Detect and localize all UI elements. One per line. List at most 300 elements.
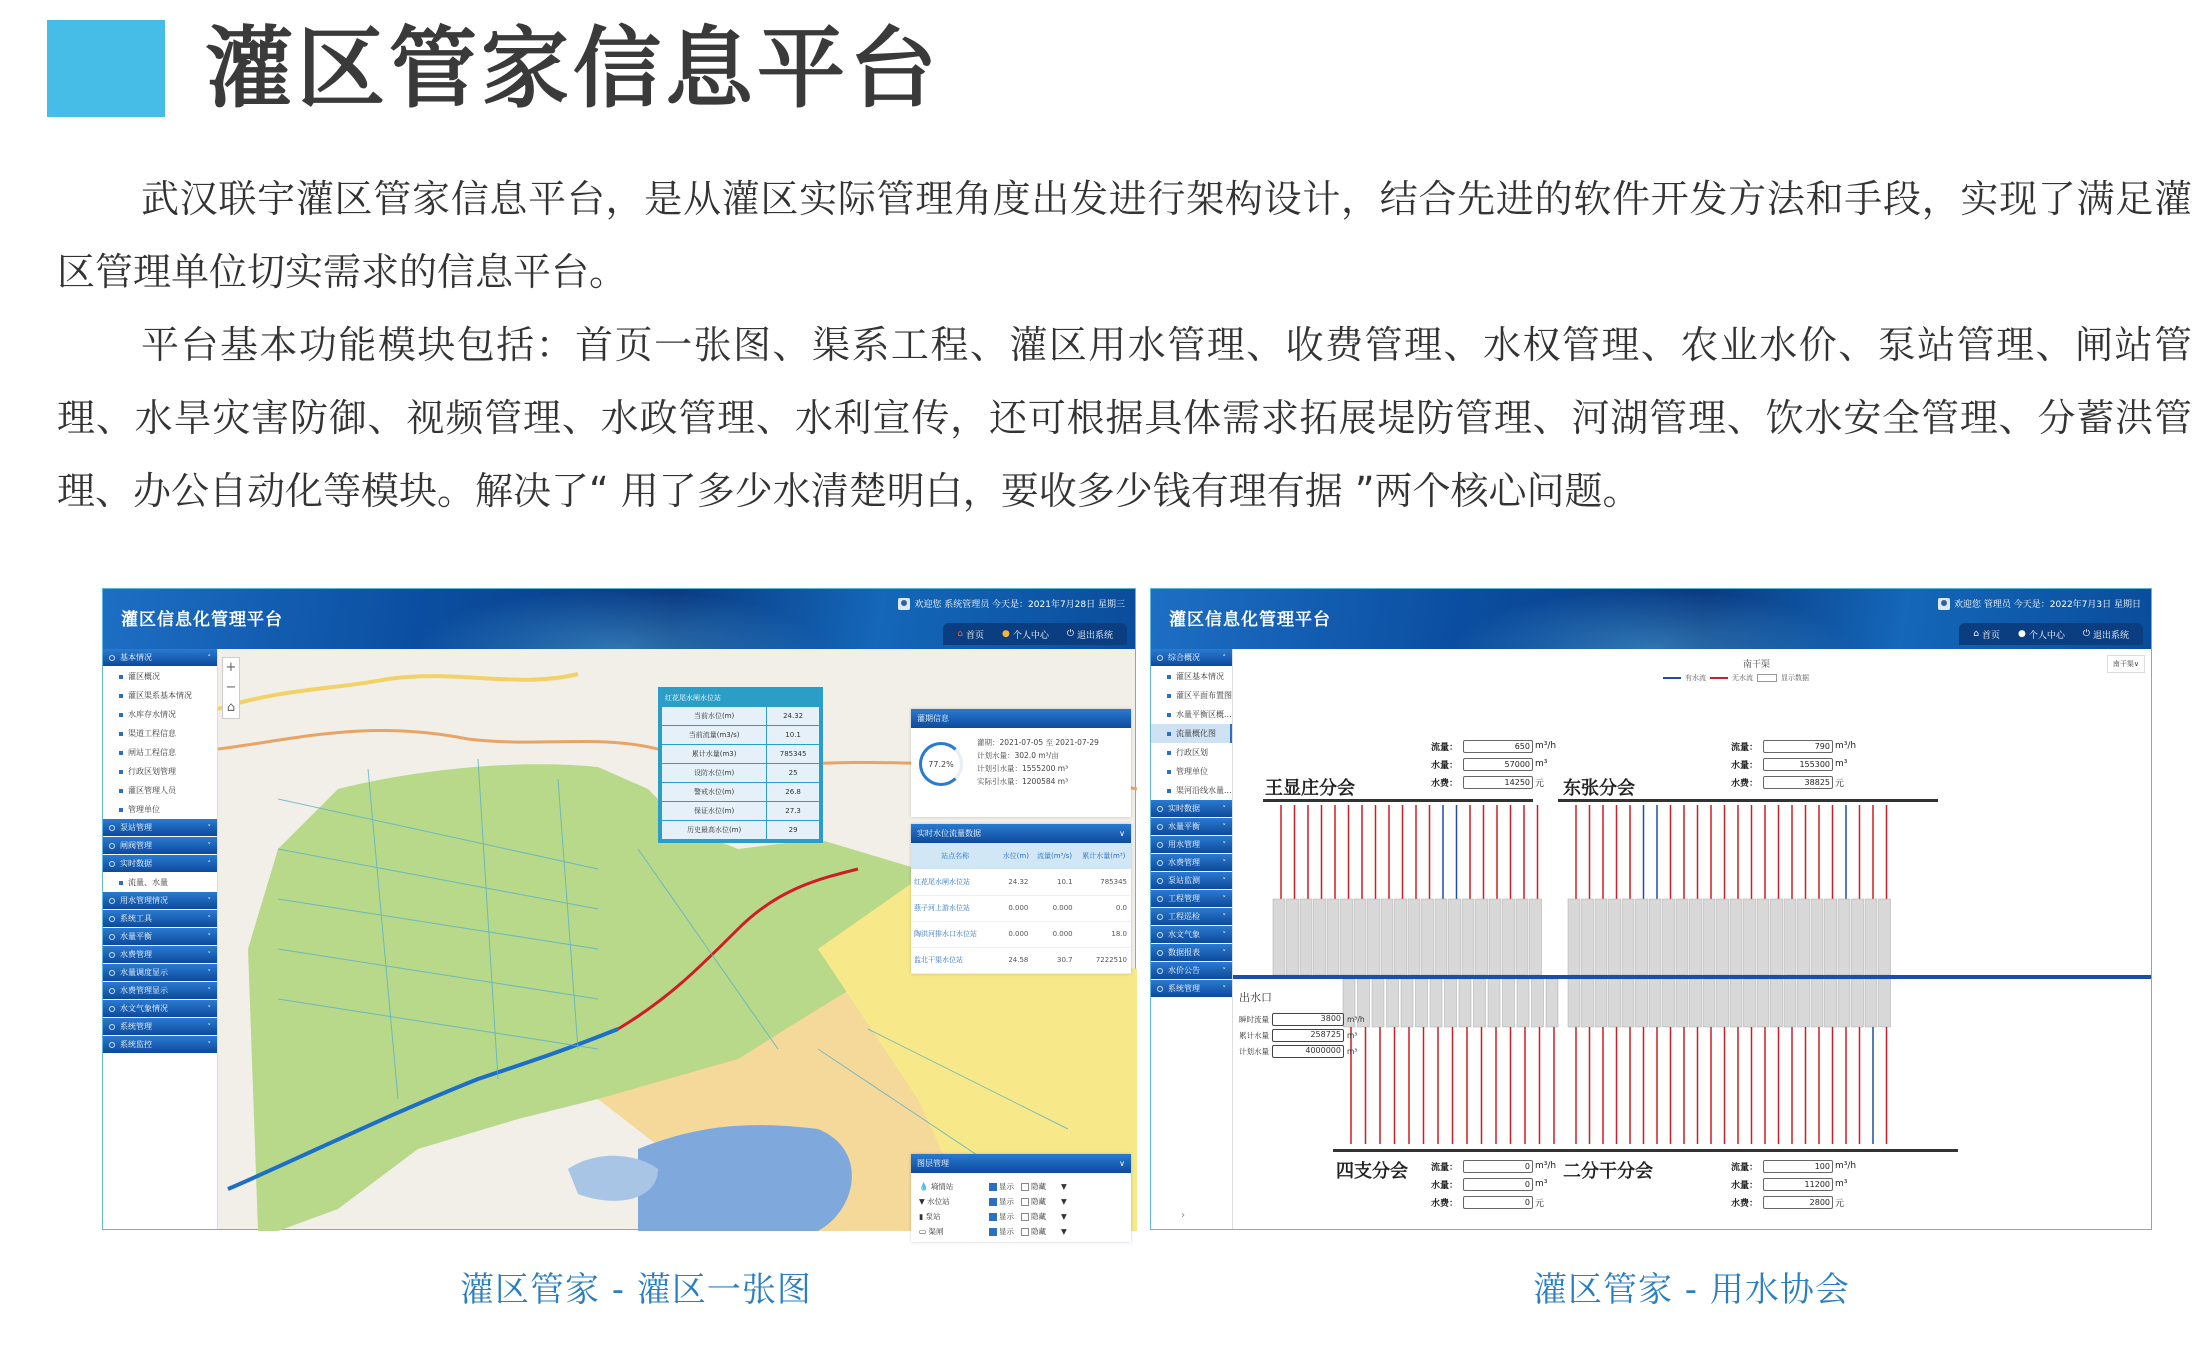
sidebar-item[interactable] [103, 705, 217, 724]
chevron-down-icon: ˅ [207, 968, 211, 977]
layer-label [919, 1211, 989, 1222]
stat-row [1731, 1157, 1856, 1175]
sidebar-group[interactable] [103, 892, 217, 909]
popup-label: 当前水位(m) [662, 707, 767, 726]
sidebar-group-label: 综合概况 [1168, 653, 1200, 662]
outlet-row [1239, 1043, 1365, 1059]
chevron-down-icon: ˅ [207, 1040, 211, 1049]
sidebar-group-label: 水量平衡 [120, 932, 152, 941]
sidebar-group-label: 实时数据 [120, 859, 152, 868]
stat-row [1731, 773, 1856, 791]
bullet-icon [1167, 789, 1171, 793]
gear-icon [1157, 842, 1163, 848]
sidebar-group[interactable] [1151, 836, 1232, 853]
chevron-down-icon: ˅ [207, 986, 211, 995]
nav-logout[interactable]: ⏻ 退出系统 [1066, 629, 1113, 641]
canal-title: 南干渠 [1743, 660, 1771, 670]
gear-icon [1157, 932, 1163, 938]
hide-checkbox[interactable]: 隐藏 [1021, 1181, 1061, 1192]
sidebar-item-label: 灌区管理人员 [128, 786, 176, 795]
stat-value-field: 650 [1463, 740, 1533, 753]
person-icon: ● [1001, 629, 1010, 639]
sidebar-group[interactable] [103, 855, 217, 872]
sidebar-expand-icon[interactable]: › [1181, 1210, 1185, 1221]
canal-select[interactable]: 南干渠∨ [2107, 655, 2145, 673]
layer-icon: ▭ [919, 1227, 929, 1236]
home-icon: ⌂ [1973, 629, 1979, 639]
layer-name: 渠闸 [928, 1227, 944, 1236]
popup-value: 29 [767, 821, 820, 840]
table-cell: 0.000 [999, 921, 1032, 947]
layer-name: 泵站 [925, 1212, 941, 1221]
chevron-down-icon: ˅ [207, 932, 211, 941]
gear-icon [1157, 896, 1163, 902]
stat-unit: m³ [1835, 1179, 1848, 1189]
chevron-down-icon: ˅ [207, 914, 211, 923]
outlet-value-field: 4000000 [1272, 1045, 1344, 1058]
outlet-row [1239, 1027, 1365, 1043]
branch-stats [1431, 1157, 1556, 1211]
stat-row [1731, 1175, 1856, 1193]
branch-name: 王显庄分会 [1265, 778, 1355, 799]
popup-title: 红花尾水闸水位站 [661, 690, 820, 706]
stat-unit: m³ [1835, 759, 1848, 769]
stat-row [1731, 1193, 1856, 1211]
column-header: 站点名称 [911, 843, 999, 869]
table-cell: 30.7 [1032, 947, 1076, 973]
table-cell: 24.32 [999, 869, 1032, 895]
sidebar-group[interactable] [1151, 962, 1232, 979]
layer-panel-header[interactable]: 图层管理 ∨ [911, 1154, 1131, 1173]
stat-unit: 元 [1535, 778, 1545, 789]
page-title: 灌区管家信息平台 [205, 17, 942, 120]
power-icon: ⏻ [2082, 629, 2090, 639]
app-title: 灌区信息化管理平台 [1169, 610, 1331, 630]
map-view[interactable] [218, 649, 1135, 1236]
zoom-in-button[interactable]: + [225, 660, 237, 675]
gear-icon [1157, 878, 1163, 884]
sidebar-item-label: 行政区划 [1176, 748, 1208, 757]
sidebar-group[interactable] [1151, 908, 1232, 925]
app-header [103, 589, 1135, 649]
caption-association: 灌区管家 - 用水协会 [1533, 1270, 1850, 1310]
stat-value-field: 0 [1463, 1178, 1533, 1191]
sidebar-group[interactable] [1151, 872, 1232, 889]
stat-value-field: 790 [1763, 740, 1833, 753]
chevron-down-icon: ˅ [207, 841, 211, 850]
sidebar-group-label: 系统监控 [120, 1040, 152, 1049]
popup-row [662, 764, 820, 783]
chevron-down-icon[interactable]: ∨ [1119, 1159, 1125, 1168]
power-icon: ⏻ [1066, 629, 1074, 639]
period-panel-header: 灌期信息 [911, 709, 1131, 728]
stat-unit: 元 [1835, 1198, 1845, 1209]
sidebar-item-label: 渠道工程信息 [128, 729, 176, 738]
sidebar-group-label: 泵站监测 [1168, 876, 1200, 885]
top-nav [1959, 623, 2143, 645]
sidebar-group[interactable] [1151, 890, 1232, 907]
chevron-up-icon: ˄ [1222, 653, 1226, 662]
chevron-down-icon: ˅ [1222, 966, 1226, 975]
outlet-unit: m³ [1347, 1046, 1358, 1056]
stat-value-field: 57000 [1463, 758, 1533, 771]
caret-down-icon[interactable]: ▼ [1061, 1227, 1067, 1236]
table-row[interactable] [911, 869, 1131, 895]
layer-label [919, 1196, 989, 1207]
popup-row [662, 726, 820, 745]
sidebar-group[interactable] [103, 837, 217, 854]
bullet-icon [119, 881, 123, 885]
layer-row [911, 1179, 1131, 1194]
sidebar-group[interactable] [103, 1000, 217, 1017]
chevron-down-icon: ˅ [1222, 948, 1226, 957]
table-cell: 0.0 [1077, 895, 1131, 921]
sidebar-group[interactable] [103, 1036, 217, 1053]
layer-row [911, 1209, 1131, 1224]
stat-label: 流量： [1431, 1162, 1459, 1173]
chevron-down-icon: ˅ [207, 1022, 211, 1031]
app-title: 灌区信息化管理平台 [121, 610, 283, 630]
nav-profile[interactable]: ● 个人中心 [2017, 629, 2065, 641]
column-header: 水位(m) [999, 843, 1032, 869]
sidebar-item[interactable] [1151, 781, 1232, 800]
stat-unit: 元 [1535, 1198, 1545, 1209]
chevron-down-icon: ˅ [1222, 804, 1226, 813]
caret-down-icon[interactable]: ▼ [1061, 1212, 1067, 1221]
popup-row [662, 821, 820, 840]
sidebar-group-label: 水费管理显示 [120, 986, 168, 995]
sidebar-group[interactable] [1151, 926, 1232, 943]
popup-label: 历史最高水位(m) [662, 821, 767, 840]
table-cell: 燕子河上游水位站 [911, 895, 999, 921]
flow-diagram [1233, 649, 2151, 1229]
sidebar-item[interactable] [1151, 724, 1232, 743]
sidebar-item[interactable] [1151, 743, 1232, 762]
sidebar-item-label: 行政区划管理 [128, 767, 176, 776]
bullet-icon [119, 770, 123, 774]
realtime-panel [911, 824, 1131, 974]
gear-icon [109, 1042, 115, 1048]
show-checkbox[interactable]: 显示 [989, 1196, 1021, 1207]
stat-label: 水费： [1431, 778, 1459, 789]
sidebar-item[interactable] [1151, 762, 1232, 781]
popup-label: 保证水位(m) [662, 802, 767, 821]
stat-value-field: 14250 [1463, 776, 1533, 789]
checkbox-icon[interactable] [1021, 1213, 1029, 1221]
sidebar-item-label: 管理单位 [128, 805, 160, 814]
stat-value-field: 11200 [1763, 1178, 1833, 1191]
column-header: 流量(m³/s) [1032, 843, 1076, 869]
sidebar-item[interactable] [1151, 705, 1232, 724]
checkbox-icon[interactable] [1021, 1198, 1029, 1206]
stat-label: 水费： [1731, 778, 1759, 789]
chevron-down-icon: ˅ [1222, 984, 1226, 993]
stat-label: 流量： [1731, 742, 1759, 753]
sidebar-group[interactable] [1151, 854, 1232, 871]
gear-icon [1157, 824, 1163, 830]
gear-icon [109, 970, 115, 976]
sidebar-group-label: 水费管理 [120, 950, 152, 959]
stat-value-field: 0 [1463, 1160, 1533, 1173]
sidebar-group[interactable] [1151, 649, 1232, 666]
sidebar-item[interactable] [103, 762, 217, 781]
branch-divider [1333, 1149, 1573, 1152]
stat-label: 水量： [1431, 1180, 1459, 1191]
checkbox-icon[interactable] [989, 1198, 997, 1206]
sidebar-group-label: 系统管理 [1168, 984, 1200, 993]
branch-stats [1731, 1157, 1856, 1211]
branch-stats [1431, 737, 1556, 791]
caret-down-icon[interactable]: ▼ [1061, 1182, 1067, 1191]
gear-icon [109, 843, 115, 849]
table-row[interactable] [911, 947, 1131, 973]
hide-checkbox[interactable]: 隐藏 [1021, 1226, 1061, 1237]
gear-icon [1157, 986, 1163, 992]
layer-name: 墒情站 [930, 1182, 954, 1191]
nav-logout[interactable]: ⏻ 退出系统 [2082, 629, 2129, 641]
gear-icon [109, 916, 115, 922]
gear-icon [109, 898, 115, 904]
layer-name: 水位站 [927, 1197, 950, 1206]
stat-value-field: 0 [1463, 1196, 1533, 1209]
sidebar-group-label: 系统管理 [120, 1022, 152, 1031]
outlet-title: 出水口 [1239, 991, 1272, 1004]
bullet-icon [1167, 713, 1171, 717]
layer-row [911, 1194, 1131, 1209]
nav-profile[interactable]: ● 个人中心 [1001, 629, 1049, 641]
home-extent-button[interactable]: ⌂ [226, 700, 236, 715]
column-header: 累计水量(m³) [1077, 843, 1131, 869]
gear-icon [109, 655, 115, 661]
stat-label: 流量： [1431, 742, 1459, 753]
chevron-down-icon: ˅ [207, 896, 211, 905]
popup-value: 785345 [767, 745, 820, 764]
stat-unit: m³ [1535, 1179, 1548, 1189]
sidebar-group[interactable] [1151, 944, 1232, 961]
checkbox-icon[interactable] [989, 1228, 997, 1236]
layer-label [919, 1226, 989, 1237]
popup-row [662, 745, 820, 764]
screenshot-water-association [1150, 588, 2152, 1230]
sidebar-item[interactable] [103, 873, 217, 892]
sidebar-item-label: 流量概化图 [1176, 729, 1216, 738]
sidebar-item-label: 流量、水量 [128, 878, 168, 887]
table-cell: 0.000 [1032, 895, 1076, 921]
sidebar-group[interactable] [103, 819, 217, 836]
sidebar-item-label: 水库存水情况 [128, 710, 176, 719]
show-checkbox[interactable]: 显示 [989, 1226, 1021, 1237]
sidebar-group-label: 工程管理 [1168, 894, 1200, 903]
stat-row [1431, 1157, 1556, 1175]
table-cell: 785345 [1077, 869, 1131, 895]
sidebar-group-label: 基本情况 [120, 653, 152, 662]
sidebar-group-label: 水费管理 [1168, 858, 1200, 867]
caret-down-icon[interactable]: ▼ [1061, 1197, 1067, 1206]
chevron-down-icon[interactable]: ∨ [1119, 829, 1125, 838]
chevron-up-icon: ˄ [207, 859, 211, 868]
sidebar-group-label: 系统工具 [120, 914, 152, 923]
sidebar-group[interactable] [103, 946, 217, 963]
sidebar-group-label: 工程巡检 [1168, 912, 1200, 921]
gear-icon [1157, 860, 1163, 866]
hide-checkbox[interactable]: 隐藏 [1021, 1196, 1061, 1207]
sidebar-item[interactable] [103, 743, 217, 762]
chevron-down-icon: ˅ [1222, 912, 1226, 921]
sidebar-item[interactable] [103, 686, 217, 705]
bullet-icon [1167, 751, 1171, 755]
stat-label: 水费： [1431, 1198, 1459, 1209]
bullet-icon [1167, 770, 1171, 774]
person-icon: ● [2017, 629, 2026, 639]
sidebar-group-label: 闸阀管理 [120, 841, 152, 850]
table-cell: 10.1 [1032, 869, 1076, 895]
sidebar-group[interactable] [103, 964, 217, 981]
sidebar-group-label: 水量调度显示 [120, 968, 168, 977]
welcome-text: 欢迎您 系统管理员 今天是：2021年7月28日 星期三 [914, 600, 1125, 610]
outlet-label: 计划水量 [1239, 1046, 1269, 1056]
outlet-label: 累计水量 [1239, 1030, 1269, 1040]
popup-row [662, 783, 820, 802]
sidebar-item[interactable] [103, 800, 217, 819]
sidebar-group-label: 水价公告 [1168, 966, 1200, 975]
app-header [1151, 589, 2151, 649]
branch-name: 东张分会 [1563, 778, 1635, 799]
sidebar-group-label: 数据报表 [1168, 948, 1200, 957]
checkbox-icon[interactable] [989, 1183, 997, 1191]
sidebar-group-label: 水文气象 [1168, 930, 1200, 939]
show-checkbox[interactable]: 显示 [989, 1181, 1021, 1192]
bullet-icon [119, 675, 123, 679]
stat-row [1431, 1175, 1556, 1193]
bullet-icon [119, 732, 123, 736]
welcome-bar [1938, 597, 2141, 610]
checkbox-icon[interactable] [1021, 1228, 1029, 1236]
checkbox-icon[interactable] [1021, 1183, 1029, 1191]
sidebar-group[interactable] [1151, 980, 1232, 997]
sidebar-group-label: 泵站管理 [120, 823, 152, 832]
stat-unit: m³/h [1835, 1161, 1857, 1171]
sidebar-item-label: 灌区概况 [128, 672, 160, 681]
diagram-legend: 有水流 无水流 显示数据 [1663, 673, 1809, 683]
table-cell: 24.58 [999, 947, 1032, 973]
stat-label: 水量： [1731, 1180, 1759, 1191]
branch-name: 二分干分会 [1563, 1161, 1653, 1182]
user-icon [1938, 598, 1950, 610]
sidebar-item[interactable] [103, 667, 217, 686]
stat-unit: m³/h [1535, 1161, 1557, 1171]
sidebar-item[interactable] [1151, 667, 1232, 686]
sidebar-item[interactable] [103, 724, 217, 743]
stat-value-field: 38825 [1763, 776, 1833, 789]
period-line: 实际引水量：1200584 m³ [977, 777, 1069, 786]
layer-icon: 💧 [919, 1182, 931, 1191]
table-cell: 7222510 [1077, 947, 1131, 973]
welcome-text: 欢迎您 管理员 今天是：2022年7月3日 星期日 [1954, 600, 2141, 610]
table-header [911, 843, 1131, 869]
layer-label [919, 1181, 989, 1192]
hide-checkbox[interactable]: 隐藏 [1021, 1211, 1061, 1222]
outlet-value-field: 258725 [1272, 1029, 1344, 1042]
gear-icon [1157, 806, 1163, 812]
sidebar-group-label: 水量平衡 [1168, 822, 1200, 831]
table-cell: 0.000 [1032, 921, 1076, 947]
sidebar-group[interactable] [103, 910, 217, 927]
layer-panel [911, 1154, 1131, 1242]
top-nav [943, 623, 1127, 645]
chevron-up-icon: ˄ [207, 653, 211, 662]
branch-divider [1558, 1149, 1958, 1152]
nav-home[interactable]: ⌂ 首页 [1973, 629, 2000, 641]
bullet-icon [119, 789, 123, 793]
sidebar-item-label: 渠河沿线水量... [1176, 786, 1232, 795]
sidebar-group[interactable] [1151, 800, 1232, 817]
realtime-panel-header[interactable]: 实时水位流量数据 ∨ [911, 824, 1131, 843]
zoom-out-button[interactable]: − [225, 680, 237, 695]
sidebar-group[interactable] [1151, 818, 1232, 835]
stat-unit: 元 [1835, 778, 1845, 789]
sidebar-group[interactable] [103, 982, 217, 999]
stat-row [1431, 737, 1556, 755]
show-checkbox[interactable]: 显示 [989, 1211, 1021, 1222]
sidebar-item[interactable] [103, 781, 217, 800]
layer-icon: ▮ [919, 1212, 926, 1221]
sidebar-item-label: 水量平衡区概... [1176, 710, 1232, 719]
popup-label: 当前流量(m3/s) [662, 726, 767, 745]
table-row[interactable] [911, 921, 1131, 947]
bullet-icon [119, 713, 123, 717]
stat-label: 水量： [1731, 760, 1759, 771]
sidebar-group-label: 用水管理情况 [120, 896, 168, 905]
stat-row [1431, 755, 1556, 773]
gear-icon [109, 988, 115, 994]
checkbox-icon[interactable] [989, 1213, 997, 1221]
outlet-panel [1239, 989, 1365, 1059]
outlet-label: 瞬时流量 [1239, 1014, 1269, 1024]
gear-icon [109, 1024, 115, 1030]
stat-value-field: 155300 [1763, 758, 1833, 771]
welcome-bar [898, 597, 1125, 610]
stat-value-field: 100 [1763, 1160, 1833, 1173]
table-row[interactable] [911, 895, 1131, 921]
table-cell: 陶洪河排水口水位站 [911, 921, 999, 947]
stat-row [1431, 1193, 1556, 1211]
stat-label: 流量： [1731, 1162, 1759, 1173]
stat-unit: m³/h [1835, 741, 1857, 751]
gear-icon [109, 934, 115, 940]
table-cell: 红花尾水闸水位站 [911, 869, 999, 895]
popup-row [662, 707, 820, 726]
table-cell: 0.000 [999, 895, 1032, 921]
branch-stats [1731, 737, 1856, 791]
gear-icon [1157, 655, 1163, 661]
gear-icon [1157, 968, 1163, 974]
map-zoom-controls [222, 657, 240, 719]
gear-icon [109, 825, 115, 831]
sidebar-group[interactable] [103, 649, 217, 666]
sidebar-group[interactable] [103, 928, 217, 945]
period-panel [911, 709, 1131, 817]
chevron-down-icon: ˅ [1222, 822, 1226, 831]
gear-icon [109, 861, 115, 867]
table-cell: 监北干渠水位站 [911, 947, 999, 973]
period-line: 计划引水量：1555200 m³ [977, 764, 1069, 773]
realtime-table [911, 843, 1131, 974]
intro-paragraph: 武汉联宇灌区管家信息平台，是从灌区实际管理角度出发进行架构设计，结合先进的软件开发方法和手段，实现了满足灌区管理单位切实需求的信息平台。 [57, 177, 2192, 294]
popup-label: 设防水位(m) [662, 764, 767, 783]
nav-home[interactable]: ⌂ 首页 [957, 629, 984, 641]
sidebar-group[interactable] [103, 1018, 217, 1035]
sidebar-item[interactable] [1151, 686, 1232, 705]
